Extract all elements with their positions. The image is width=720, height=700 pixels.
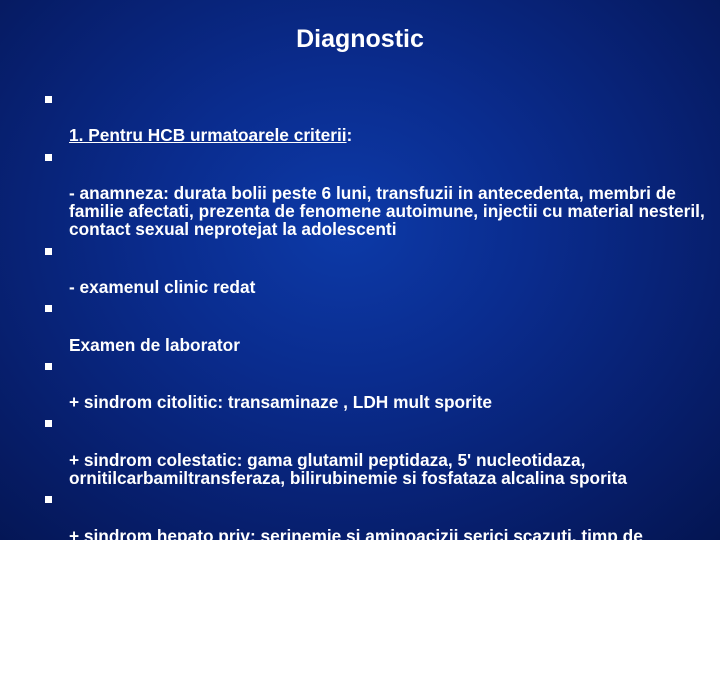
item-text: - examenul clinic redat <box>69 277 256 298</box>
item-text: : <box>346 125 353 146</box>
square-bullet-icon <box>45 248 52 255</box>
list-item <box>45 566 705 621</box>
item-text: Examen de laborator <box>69 334 240 355</box>
item-underlined-text: Hepatita autoimuna <box>88 659 249 680</box>
square-bullet-icon <box>45 420 52 427</box>
square-bullet-icon <box>45 154 52 161</box>
square-bullet-icon <box>45 572 52 579</box>
list-item <box>45 90 705 145</box>
list-item <box>45 414 705 487</box>
list-item <box>45 357 705 412</box>
square-bullet-icon <box>45 305 52 312</box>
square-bullet-icon <box>45 96 52 103</box>
list-item <box>45 624 705 697</box>
bullet-list <box>45 90 705 700</box>
item-prefix: 2. <box>69 659 89 680</box>
item-text: - anticorpi antinucleari, anticorpi antimuschi netezi - antiactina AC, anti- LKM1, cresterea IgG; <box>69 659 682 698</box>
square-bullet-icon <box>45 496 52 503</box>
slide-title: Diagnostic <box>296 25 424 53</box>
item-text: + sindrom hepato priv: serinemie si aminoacizii serici scazuti, timp de coagulare, TQ marite, lipemie si colesterolemie sporite <box>69 525 643 564</box>
item-underlined-text: 1. Pentru HCB urmatoarele criterii <box>69 125 347 146</box>
item-text: + sindrom citolitic: transaminaze , LDH mult sporite <box>69 392 492 413</box>
list-item <box>45 490 705 563</box>
list-item <box>45 148 705 239</box>
item-text: - anamneza: durata bolii peste 6 luni, transfuzii in antecedenta, membri de familie afectati, prezenta de fenomene autoimune, injectii cu material nesteril, contact sexual neprotejat la adolescenti <box>69 183 705 240</box>
square-bullet-icon <box>45 630 52 637</box>
item-text: + sindrom colestatic: gama glutamil peptidaza, 5' nucleotidaza, ornitilcarbamiltransferaza, bilirubinemie si fosfataza alcalina sporita <box>69 449 627 489</box>
list-item <box>45 299 705 354</box>
square-bullet-icon <box>45 363 52 370</box>
item-text: + sindromul inflamator: imun globuline si gama globuline crescute <box>69 601 616 622</box>
list-item <box>45 242 705 297</box>
